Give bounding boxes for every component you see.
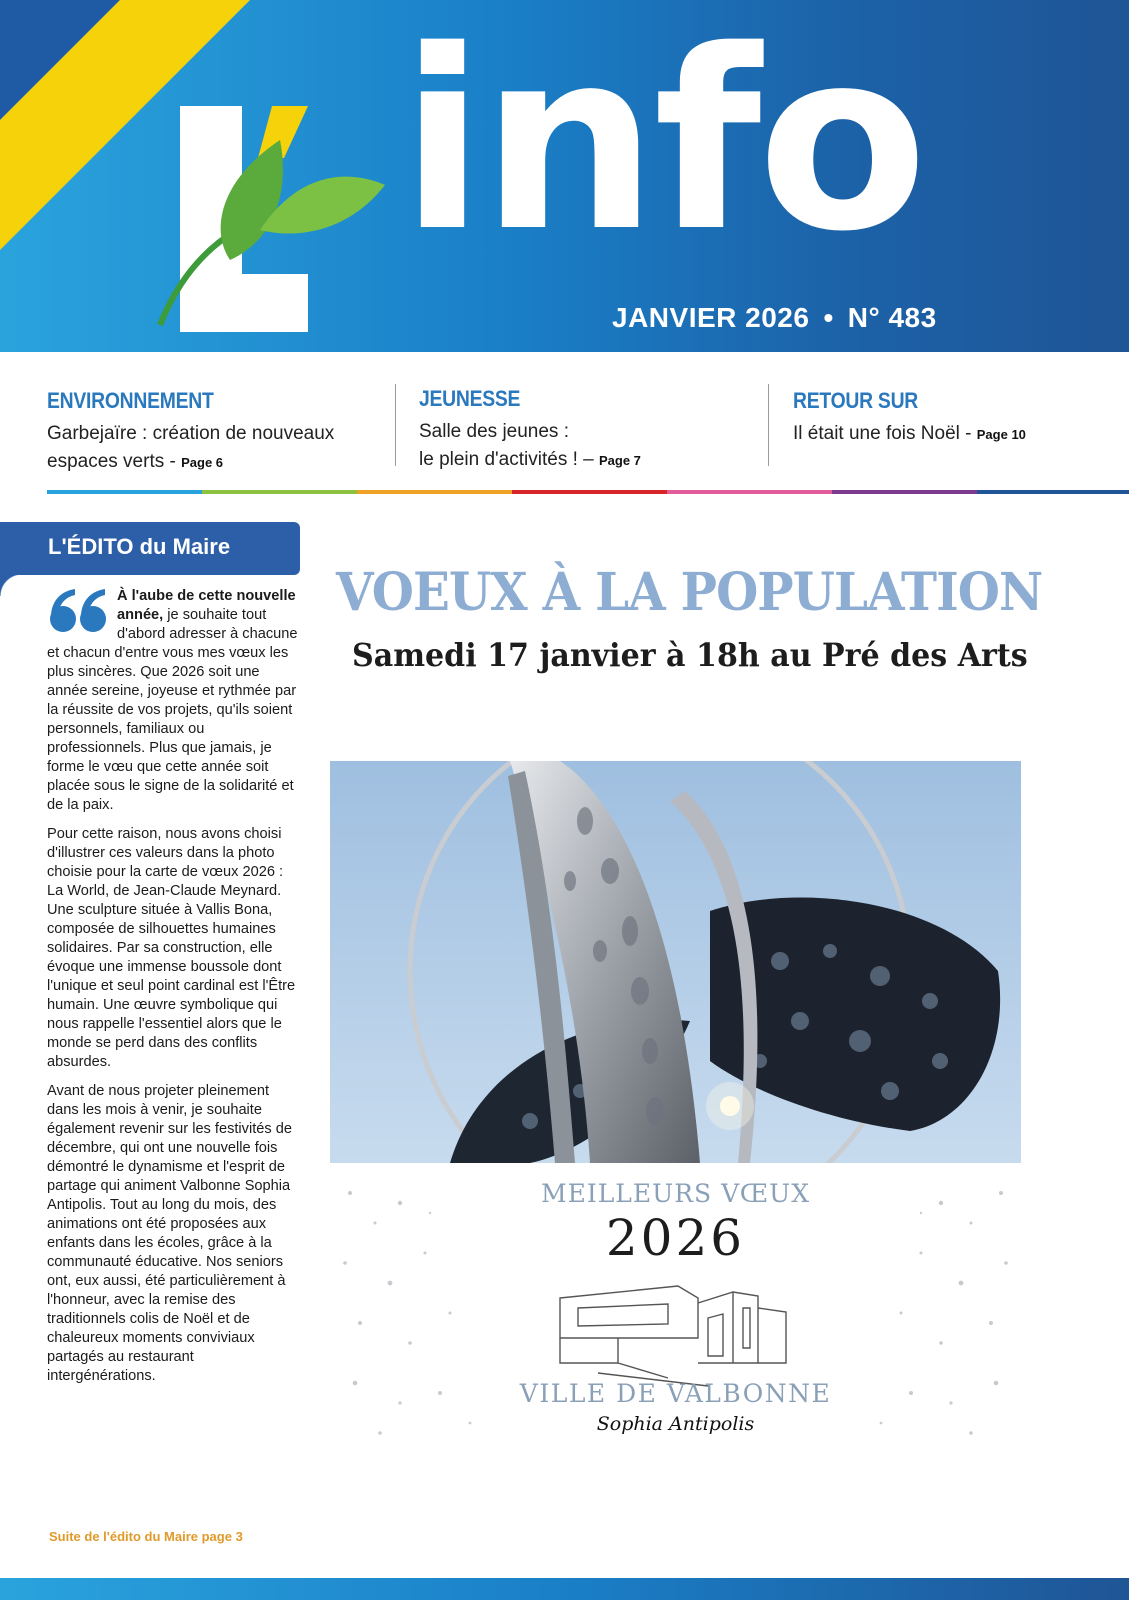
card-year: 2026: [605, 1209, 746, 1267]
leaf-icon: [150, 110, 390, 340]
issue-info: [612, 302, 937, 334]
teaser-category: JEUNESSE: [419, 386, 521, 411]
teaser-page: Page 7: [599, 453, 641, 468]
footer-bar: [0, 1578, 1129, 1600]
teaser-text: Garbejaïre : création de nouveaux espaces verts - Page 6: [47, 423, 335, 472]
teaser-text: Il était une fois Noël - Page 10: [793, 423, 1026, 444]
issue-month: JANVIER 2026: [612, 302, 810, 333]
issue-separator: •: [823, 302, 834, 333]
header-banner: [0, 0, 1129, 352]
logo-wordmark: info: [400, 18, 924, 286]
edito-body: [47, 587, 301, 1396]
teaser-category: RETOUR SUR: [793, 388, 919, 413]
town-hall-drawing: [558, 1278, 788, 1388]
divider: [768, 384, 769, 466]
edito-continued[interactable]: Suite de l'édito du Maire page 3: [49, 1529, 243, 1544]
edito-title: L'ÉDITO du Maire: [48, 534, 231, 559]
edito-paragraph: Avant de nous projeter pleinement dans les mois à venir, je souhaite également revenir sur les festivités de décembre, qui ont une nouvelle fois démontré le dynamisme et l'esprit de partage qui animent Valbonne Sophia Antipolis. Tout au long du mois, des animations ont été proposées aux enfants dans les écoles, grâce à la communauté éducative. Nos seniors ont, eux aussi, été particulièrement à l'honneur, avec la remise des traditionnels colis de Noël et de chaleureux moments conviviaux partagés au restaurant intergénérations.: [47, 1083, 292, 1384]
teaser-jeunesse[interactable]: [419, 386, 739, 470]
edito-lead: À l'aube de cette nouvelle année,: [117, 588, 296, 623]
main-title: VOEUX À LA POPULATION: [336, 562, 1043, 623]
sculpture-image: [330, 761, 1021, 1163]
edito-paragraph: Pour cette raison, nous avons choisi d'illustrer ces valeurs dans la photo choisie pour la carte de vœux 2026 : La World, de Jean-Claude Meynard. Une sculpture située à Vallis Bona, composée de silhouettes humaines solidaires. Par sa construction, elle évoque une immense boussole dont l'unique et seul point cardinal est l'Être humain. Une œuvre symbolique qui nous rappelle l'essentiel alors que le monde se perd dans des conflits absurdes.: [47, 826, 296, 1070]
quote-icon: [47, 587, 111, 633]
teaser-page: Page 6: [181, 455, 224, 470]
teaser-page: Page 10: [976, 427, 1026, 442]
main-subtitle: Samedi 17 janvier à 18h au Pré des Arts: [352, 636, 1028, 674]
issue-number: N° 483: [847, 302, 937, 333]
greeting-card: [330, 1163, 1021, 1453]
card-signature: Sophia Antipolis: [596, 1413, 755, 1435]
teaser-text: Salle des jeunes : le plein d'activités ! – Page 7: [419, 421, 641, 470]
teaser-environnement[interactable]: [47, 388, 367, 472]
color-rule: [47, 490, 1129, 494]
teaser-retour-sur[interactable]: [793, 388, 1093, 468]
card-greeting: MEILLEURS VŒUX: [540, 1179, 811, 1208]
edito-paragraph: À l'aube de cette nouvelle année, je souhaite tout d'abord adresser à chacune et chacun d'entre vous mes vœux les plus sincères. Que 2026 soit une année sereine, joyeuse et rythmée par la réussite de vos projets, qu'ils soient personnels, familiaux ou professionnels. Plus que jamais, je forme le vœu que cette année soit placée sous le signe de la solidarité et de la paix.: [47, 588, 298, 813]
sculpture-photo: [330, 761, 1021, 1163]
teaser-category: ENVIRONNEMENT: [47, 388, 214, 413]
divider: [395, 384, 396, 466]
card-town: VILLE DE VALBONNE: [519, 1379, 832, 1408]
